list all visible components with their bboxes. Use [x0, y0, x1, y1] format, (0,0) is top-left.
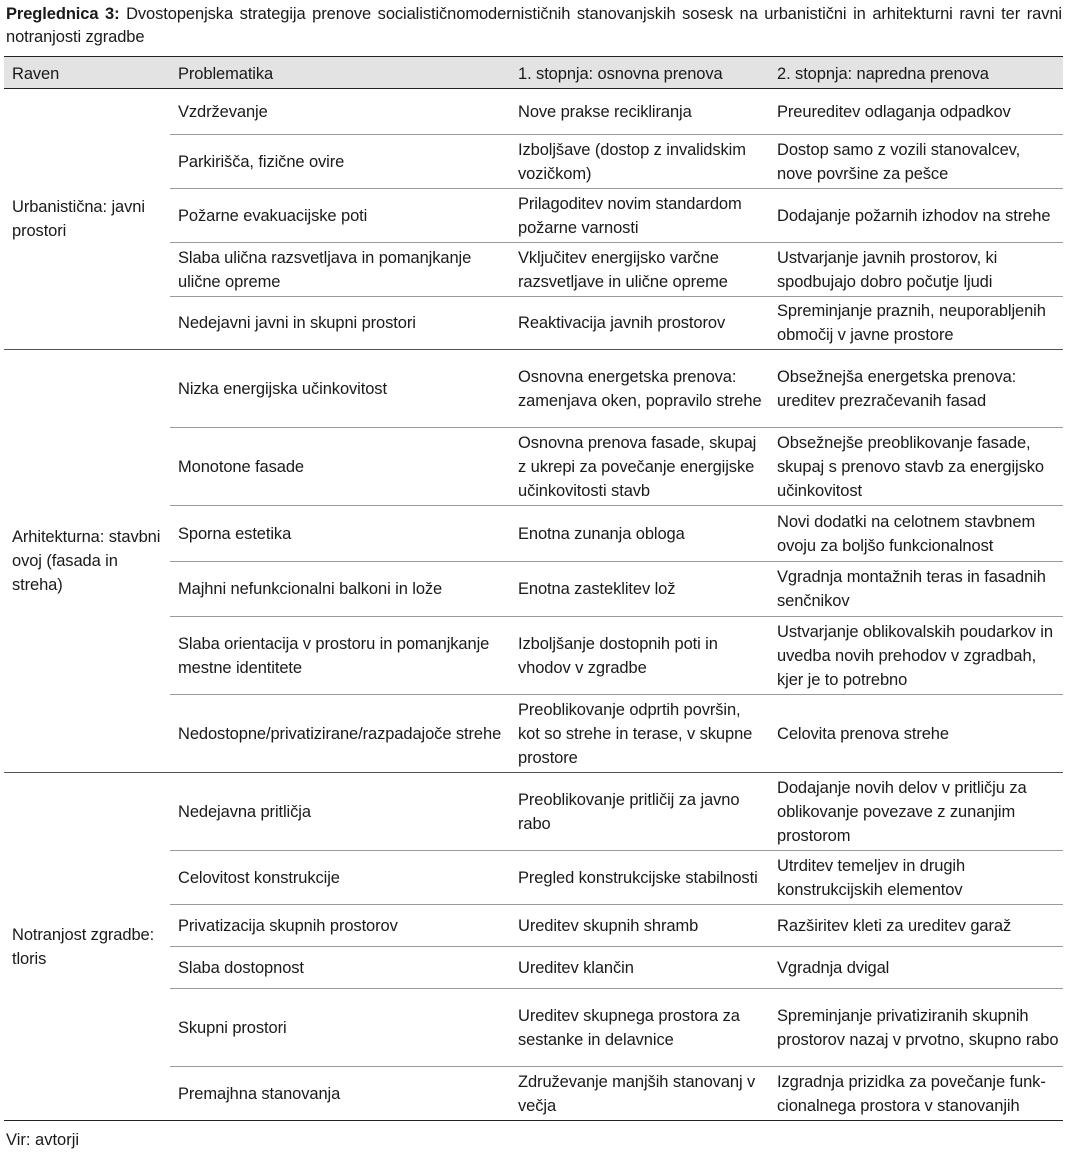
basic-cell: Vključitev energijsko varčne razsvetljave in ulične opreme — [510, 243, 769, 297]
issue-cell: Skupni prostori — [170, 989, 510, 1067]
basic-cell: Reaktivacija javnih prostorov — [510, 297, 769, 350]
header-row — [4, 57, 1063, 89]
table-header — [4, 57, 1063, 89]
basic-cell: Izboljšanje dostopnih poti in vhodov v zgradbe — [510, 617, 769, 695]
header-level: Raven — [4, 57, 170, 89]
issue-cell: Premajhna stanovanja — [170, 1067, 510, 1121]
advanced-cell: Dodajanje požarnih izhodov na strehe — [769, 189, 1063, 243]
basic-cell: Prilagoditev novim standardom požarne varnosti — [510, 189, 769, 243]
basic-cell: Enotna zunanja obloga — [510, 506, 769, 562]
advanced-cell: Utrditev temeljev in drugih konstrukcijskih elementov — [769, 851, 1063, 905]
issue-cell: Privatizacija skupnih prostorov — [170, 905, 510, 947]
header-basic-stage: 1. stopnja: osnovna prenova — [510, 57, 769, 89]
advanced-cell: Obsežnejše preoblikovanje fasade, skupaj s prenovo stavb za energijsko učinkovitost — [769, 428, 1063, 506]
advanced-cell: Dostop samo z vozili stanovalcev, nove površine za pešce — [769, 135, 1063, 189]
level-cell: Urbanistična: javni prostori — [4, 89, 170, 350]
basic-cell: Osnovna energetska prenova: zamenjava oken, popravilo strehe — [510, 350, 769, 428]
basic-cell: Ureditev skupnih shramb — [510, 905, 769, 947]
advanced-cell: Spreminjanje privatiziranih skupnih prostorov nazaj v prvotno, skupno rabo — [769, 989, 1063, 1067]
issue-cell: Parkirišča, fizične ovire — [170, 135, 510, 189]
issue-cell: Nedejavna pritličja — [170, 773, 510, 851]
basic-cell: Enotna zasteklitev lož — [510, 562, 769, 617]
issue-cell: Vzdrževanje — [170, 89, 510, 135]
advanced-cell: Vgradnja montažnih teras in fasadnih senčnikov — [769, 562, 1063, 617]
basic-cell: Izboljšave (dostop z invalidskim vozičkom) — [510, 135, 769, 189]
issue-cell: Nedejavni javni in skupni prostori — [170, 297, 510, 350]
basic-cell: Združevanje manjših stanovanj v večja — [510, 1067, 769, 1121]
level-cell: Arhitekturna: stavbni ovoj (fasada in streha) — [4, 350, 170, 773]
basic-cell: Pregled konstrukcijske stabilnosti — [510, 851, 769, 905]
issue-cell: Celovitost konstrukcije — [170, 851, 510, 905]
advanced-cell: Obsežnejša energetska prenova: ureditev prezračevanih fasad — [769, 350, 1063, 428]
basic-cell: Osnovna prenova fasade, skupaj z ukrepi za povečanje energijske učinkovitosti stavb — [510, 428, 769, 506]
basic-cell: Ureditev klančin — [510, 947, 769, 989]
advanced-cell: Preureditev odlaganja odpadkov — [769, 89, 1063, 135]
issue-cell: Majhni nefunkcionalni balkoni in lože — [170, 562, 510, 617]
caption-text: Dvostopenjska strategija prenove socialističnomodernističnih stanovanjskih sosesk na urbanistični in arhitekturni ravni ter ravni notranjosti zgradbe — [6, 5, 1062, 46]
issue-cell: Nizka energijska učinkovitost — [170, 350, 510, 428]
advanced-cell: Spreminjanje praznih, neuporabljenih območij v javne prostore — [769, 297, 1063, 350]
issue-cell: Požarne evakuacijske poti — [170, 189, 510, 243]
table-row — [4, 773, 1063, 851]
issue-cell: Nedostopne/privatizirane/razpadajoče strehe — [170, 695, 510, 773]
advanced-cell: Izgradnja prizidka za povečanje funkcionalnega prostora v stanovanjih — [769, 1067, 1063, 1121]
basic-cell: Preoblikovanje pritličij za javno rabo — [510, 773, 769, 851]
advanced-cell: Celovita prenova strehe — [769, 695, 1063, 773]
basic-cell: Nove prakse recikliranja — [510, 89, 769, 135]
issue-cell: Slaba dostopnost — [170, 947, 510, 989]
issue-cell: Slaba ulična razsvetljava in pomanjkanje ulične opreme — [170, 243, 510, 297]
header-advanced-stage: 2. stopnja: napredna prenova — [769, 57, 1063, 89]
advanced-cell: Ustvarjanje javnih prostorov, ki spodbujajo dobro počutje ljudi — [769, 243, 1063, 297]
issue-cell: Sporna estetika — [170, 506, 510, 562]
table-row — [4, 350, 1063, 428]
source-note: Vir: avtorji — [6, 1131, 80, 1149]
advanced-cell: Razširitev kleti za ureditev garaž — [769, 905, 1063, 947]
table-row — [4, 89, 1063, 135]
level-cell: Notranjost zgradbe: tloris — [4, 773, 170, 1121]
strategy-table — [4, 56, 1063, 1121]
issue-cell: Monotone fasade — [170, 428, 510, 506]
basic-cell: Preoblikovanje odprtih površin, kot so strehe in terase, v skupne prostore — [510, 695, 769, 773]
table-body — [4, 89, 1063, 1121]
caption-label: Preglednica 3: — [6, 5, 120, 23]
basic-cell: Ureditev skupnega prostora za sestanke in delavnice — [510, 989, 769, 1067]
advanced-cell: Dodajanje novih delov v pritličju za oblikovanje povezave z zunanjim prostorom — [769, 773, 1063, 851]
advanced-cell: Novi dodatki na celotnem stavbnem ovoju za boljšo funkcionalnost — [769, 506, 1063, 562]
issue-cell: Slaba orientacija v prostoru in pomanjkanje mestne identitete — [170, 617, 510, 695]
header-issue: Problematika — [170, 57, 510, 89]
advanced-cell: Ustvarjanje oblikovalskih poudarkov in uvedba novih prehodov v zgradbah, kjer je to potrebno — [769, 617, 1063, 695]
table-caption — [6, 3, 1062, 49]
advanced-cell: Vgradnja dvigal — [769, 947, 1063, 989]
